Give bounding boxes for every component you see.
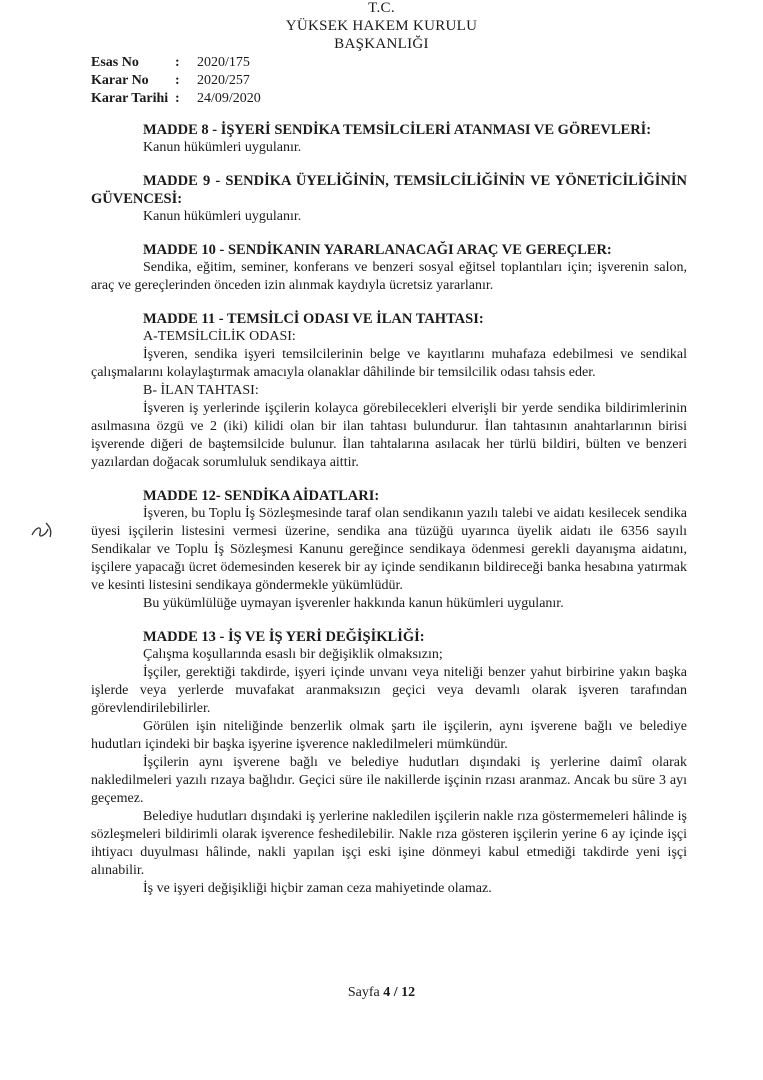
madde-10-text: Sendika, eğitim, seminer, konferans ve benzeri sosyal eğitsel toplantıları için; işverenin salon, araç ve gereçlerinden önceden izin alınmak kaydıyla ücretsiz yararlanır. <box>91 260 687 293</box>
madde-13-text-5: Belediye hudutları dışındaki iş yerlerine nakledilen işçilerin nakle rıza göstermemeleri hâlinde iş sözleşmeleri bildirimli olarak işverence feshedilebilir. Nakle rıza gösteren işçilerin yerine 6 ay içinde işçi ihtiyacı duyulması hâlinde, nakli yapılan işçi eski işine dönmeyi kabul etmediği takdirde yeni işçi alınabilir. <box>91 809 687 878</box>
madde-10-title: MADDE 10 - SENDİKANIN YARARLANACAĞI ARAÇ VE GEREÇLER: <box>143 242 612 258</box>
tarih-value: 24/09/2020 <box>197 91 261 106</box>
esas-row <box>91 54 261 72</box>
page-prefix: Sayfa <box>347 985 380 1000</box>
karar-value: 2020/257 <box>197 73 250 88</box>
madde-9-title: MADDE 9 - SENDİKA ÜYELİĞİNİN, TEMSİLCİLİĞİNİN VE YÖNETİCİLİĞİNİN GÜVENCESİ: <box>91 173 687 207</box>
madde-8-text: Kanun hükümleri uygulanır. <box>143 140 302 155</box>
madde-13-text-1: Çalışma koşullarında esaslı bir değişiklik olmaksızın; <box>143 647 443 662</box>
colon: : <box>175 73 180 88</box>
karar-row <box>91 72 261 90</box>
karar-label: Karar No <box>91 73 149 88</box>
madde-13-text-4: İşçilerin aynı işverene bağlı ve belediye hudutları dışındaki iş yerlerine daimî olarak nakledilmeleri yazılı rızaya bağlıdır. Geçici süre ile nakillerde işçinin rızası aranmaz. Ancak bu süre 3 ayı geçemez. <box>91 755 687 806</box>
page-separator: / <box>393 985 398 1000</box>
esas-label: Esas No <box>91 55 139 70</box>
madde-12-title: MADDE 12- SENDİKA AİDATLARI: <box>143 488 380 504</box>
page-total: 12 <box>401 985 416 1000</box>
madde-11-subtitle-b: B- İLAN TAHTASI: <box>143 383 259 398</box>
madde-13-text-6: İş ve işyeri değişikliği hiçbir zaman ceza mahiyetinde olamaz. <box>143 881 492 896</box>
madde-12-text-1: İşveren, bu Toplu İş Sözleşmesinde taraf olan sendikanın yazılı talebi ve aidatı kesilecek sendika üyesi işçilerin listesini vermesi üzerine, sendika ana tüzüğü uyarınca üyelik aidatı ile 6356 sayılı Sendikalar ve Toplu İş Sözleşmesi Kanunu gereğince sendikaya ödenmesi gerekli dayanışma aidatını, işçilere yapacağı ücret ödemesinden keserek bir ay içinde sendikanın bildireceği banka hesabına yatırmak ve kesinti listesini sendikaya göndermekle yükümlüdür. <box>91 506 687 593</box>
document-body <box>91 121 687 898</box>
header-institution: YÜKSEK HAKEM KURULU <box>285 18 478 34</box>
colon: : <box>175 91 180 106</box>
madde-11-title: MADDE 11 - TEMSİLCİ ODASI VE İLAN TAHTASI: <box>143 311 484 327</box>
madde-9-text: Kanun hükümleri uygulanır. <box>143 209 302 224</box>
tarih-row <box>91 90 261 108</box>
esas-value: 2020/175 <box>197 55 250 70</box>
colon: : <box>175 55 180 70</box>
madde-11-text-b: İşveren iş yerlerinde işçilerin kolayca görebilecekleri elverişli bir yerde sendika bildirimlerinin asılmasına özgü ve 2 (iki) kilidi olan bir ilan tahtası bulundurur. İlan tahtasının anahtarlarının birisi işverende diğeri de baştemsilcide bulunur. İlan tahtalarına asılacak her türlü bildiri, bülten ve benzeri yazılardan doğacak sorumluluk sendikaya aittir. <box>91 401 687 470</box>
tarih-label: Karar Tarihi <box>91 91 169 106</box>
madde-11-subtitle-a: A-TEMSİLCİLİK ODASI: <box>143 329 296 344</box>
page-number: 4 <box>383 985 391 1000</box>
madde-13-text-2: İşçiler, gerektiği takdirde, işyeri içinde unvanı veya niteliği benzer yahut birbirine yakın başka işlerde veya yerlerde muvafakat aranmaksızın geçici veya devamlı olarak işveren tarafından görevlendirilebilirler. <box>91 665 687 716</box>
header-department: BAŞKANLIĞI <box>334 36 429 52</box>
madde-12-text-2: Bu yükümlülüğe uymayan işverenler hakkında kanun hükümleri uygulanır. <box>143 596 564 611</box>
madde-11-text-a: İşveren, sendika işyeri temsilcilerinin belge ve kayıtlarını muhafaza edebilmesi ve sendikal çalışmalarını kolaylaştırmak amacıyla olanaklar dâhilinde bir temsilcilik odası tahsis eder. <box>91 347 687 380</box>
madde-8-title: MADDE 8 - İŞYERİ SENDİKA TEMSİLCİLERİ ATANMASI VE GÖREVLERİ: <box>143 122 652 138</box>
madde-13-title: MADDE 13 - İŞ VE İŞ YERİ DEĞİŞİKLİĞİ: <box>143 629 425 645</box>
madde-13-text-3: Görülen işin niteliğinde benzerlik olmak şartı ile işçilerin, aynı işverene bağlı ve belediye hudutları içindeki bir başka işyerine işverence nakledilmeleri mümkündür. <box>91 719 687 752</box>
header-tc: T.C. <box>368 0 395 16</box>
page-footer <box>0 985 763 1001</box>
case-meta <box>91 54 261 108</box>
margin-initials <box>22 505 62 545</box>
